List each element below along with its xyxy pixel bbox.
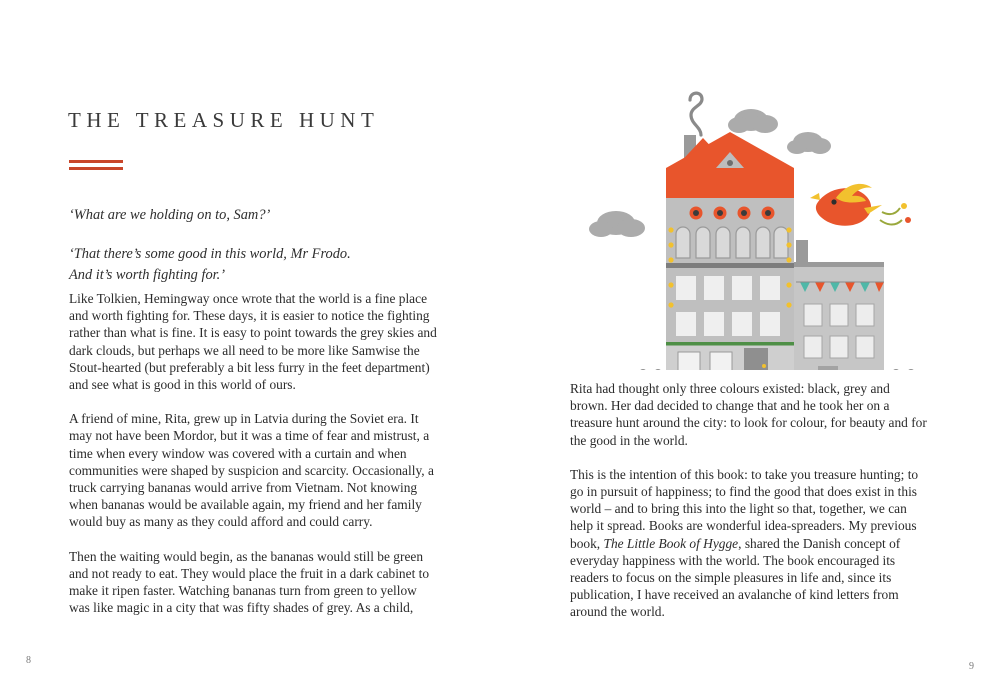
right-page — [500, 0, 1000, 693]
secondary-building-icon — [794, 240, 884, 370]
divider-line-bottom — [69, 167, 123, 170]
right-body-text — [570, 380, 930, 621]
epigraph-line-2b: And it’s worth fighting for.’ — [69, 267, 226, 283]
epigraph-line-2a: ‘That there’s some good in this world, Mr Frodo. — [69, 246, 351, 262]
page-title: THE TREASURE HUNT — [68, 108, 380, 132]
paragraph: Rita had thought only three colours existed: black, grey and brown. Her dad decided to change that and he took her on a treasure hunt around the city: to look for colour, for beauty and for the good in the world. — [570, 381, 927, 448]
epigraph-line-1: ‘What are we holding on to, Sam?’ — [69, 207, 271, 223]
page-number-right: 9 — [969, 661, 974, 672]
page-number-left: 8 — [26, 655, 31, 666]
epigraph-line-2 — [69, 244, 437, 286]
referenced-book-title: The Little Book of Hygge — [603, 535, 739, 551]
city-buildings-bird-illustration — [568, 80, 968, 370]
cloud-icon — [787, 132, 831, 154]
smoke-icon — [690, 93, 702, 135]
main-building-icon — [666, 132, 794, 370]
bird-icon — [810, 184, 911, 226]
paragraph: Then the waiting would begin, as the bananas would still be green and not ready to eat. They would place the fruit in a dark cabinet to make it ripen faster. Watching bananas turn from green to yellow was like magic in a city that was fifty shades of grey. As a child, — [69, 548, 430, 616]
paragraph-text-part: This is the intention of this book: to take you treasure hunting; to go in pursuit of happiness; to find the good that does exist in this world – and to bring this into the light so that, together, we can help it spread. Books are wonderful idea-spreaders. My previous book, — [570, 466, 919, 551]
paragraph: A friend of mine, Rita, grew up in Latvia during the Soviet era. It may not have been Mordor, but it was a time of fear and mistrust, a time when every window was covered with a curtain and when communities were shaped by suspicion and scarcity. Occasionally, a truck carrying bananas would arrive from Vietnam. Not knowing when bananas would be available again, my friend and her family would buy as many as they could afford and could carry. — [69, 411, 434, 530]
paragraph — [570, 466, 930, 621]
paragraph-text-part: , shared the Danish concept of everyday happiness with the world. The book encouraged its readers to focus on the simple pleasures in life and, since its publication, I have received an avalanche of kind letters from around the world. — [570, 535, 901, 620]
left-body-text — [69, 290, 437, 616]
cloud-icon — [589, 211, 645, 237]
divider-line-top — [69, 160, 123, 163]
title-divider — [69, 160, 123, 170]
cloud-icon — [728, 109, 778, 133]
paragraph: Like Tolkien, Hemingway once wrote that the world is a fine place and worth fighting for. These days, it is easier to notice the fighting rather than what is fine. It is easy to point towards the grey skies and dark clouds, but perhaps we all need to be more like Samwise the Stout-hearted (but preferably a bit less furry in the feet department) and see what is good in this world of ours. — [69, 291, 437, 393]
